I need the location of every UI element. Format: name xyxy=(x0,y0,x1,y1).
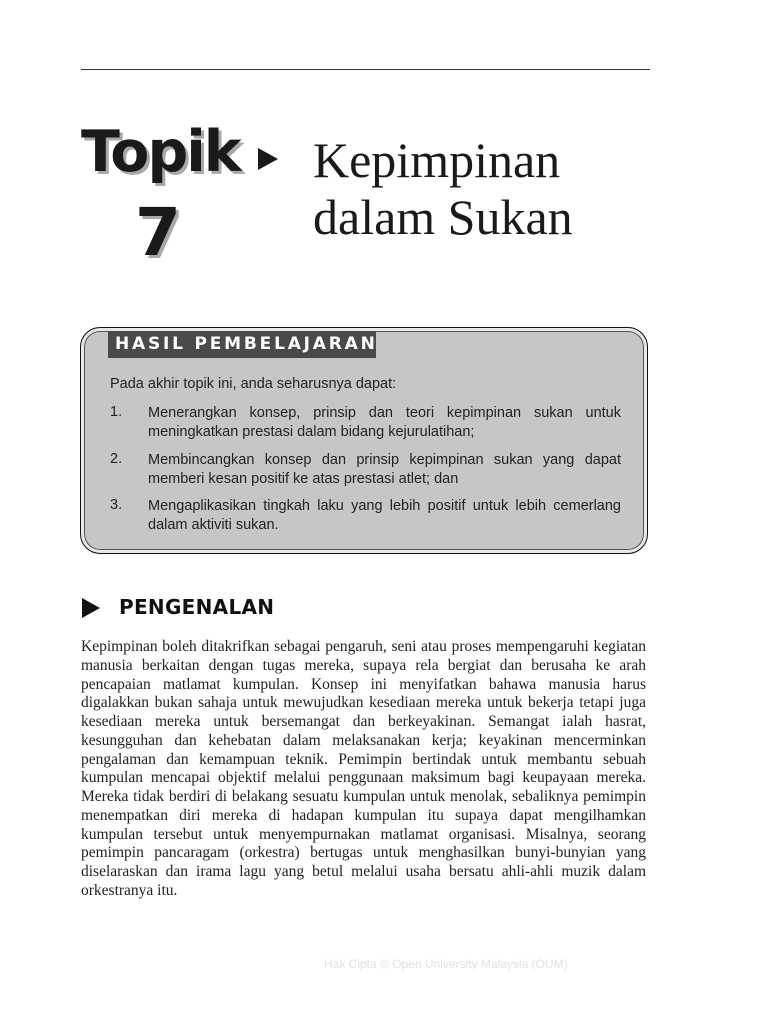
section-arrow-icon xyxy=(82,598,100,618)
outcome-number: 2. xyxy=(110,451,123,467)
outcome-text: Mengaplikasikan tingkah laku yang lebih positif untuk lebih cemerlang dalam aktiviti sukan. xyxy=(148,498,621,533)
copyright-watermark: Hak Cipta © Open University Malaysia (OUM) xyxy=(324,957,568,971)
chapter-title xyxy=(313,132,573,246)
outcome-text: Menerangkan konsep, prinsip dan teori kepimpinan sukan untuk meningkatkan prestasi dalam bidang kejurulatihan; xyxy=(148,405,621,440)
chapter-title-line-2: dalam Sukan xyxy=(313,189,573,245)
title-arrow-icon xyxy=(258,148,278,170)
chapter-title-line-1: Kepimpinan xyxy=(313,132,561,188)
outcome-number: 1. xyxy=(110,404,123,420)
top-rule xyxy=(81,69,650,70)
learning-outcomes-heading: HASIL PEMBELAJARAN xyxy=(108,331,376,358)
introduction-paragraph: Kepimpinan boleh ditakrifkan sebagai pengaruh, seni atau proses mempengaruhi kegiatan manusia berkaitan dengan tugas mereka, supaya rela bergiat dan berusaha ke arah pencapaian matlamat kumpulan. Konsep ini menyifatkan bahawa manusia harus digalakkan bukan sahaja untuk mewujudkan kesediaan mereka untuk bekerja tetapi juga kesediaan mereka untuk bersemangat dan berkeyakinan. Semangat ialah hasrat, kesungguhan dan kehebatan dalam melaksanakan kerja; keyakinan mencerminkan pengalaman dan kemampuan teknik. Pemimpin bertindak untuk membantu sebuah kumpulan mencapai objektif melalui penggunaan maksimum bagi keupayaan mereka. Mereka tidak berdiri di belakang sesuatu kumpulan untuk menolak, sebaliknya pemimpin menempatkan diri mereka di hadapan kumpulan itu supaya dapat mengilhamkan kumpulan tersebut untuk menyempurnakan matlamat organisasi. Misalnya, seorang pemimpin pancaragam (orkestra) bertugas untuk menghasilkan bunyi-bunyian yang diselaraskan dan irama lagu yang betul melalui usaha bersatu ahli-ahli muzik dalam orkestranya itu. xyxy=(81,638,646,899)
topic-number: 7 xyxy=(135,194,181,271)
outcome-number: 3. xyxy=(110,497,123,513)
outcome-text: Membincangkan konsep dan prinsip kepimpinan sukan yang dapat memberi kesan positif ke atas prestasi atlet; dan xyxy=(148,452,621,487)
topic-label: Topik xyxy=(81,119,240,185)
section-heading: PENGENALAN xyxy=(119,595,275,619)
learning-outcomes-intro: Pada akhir topik ini, anda seharusnya dapat: xyxy=(110,376,397,392)
